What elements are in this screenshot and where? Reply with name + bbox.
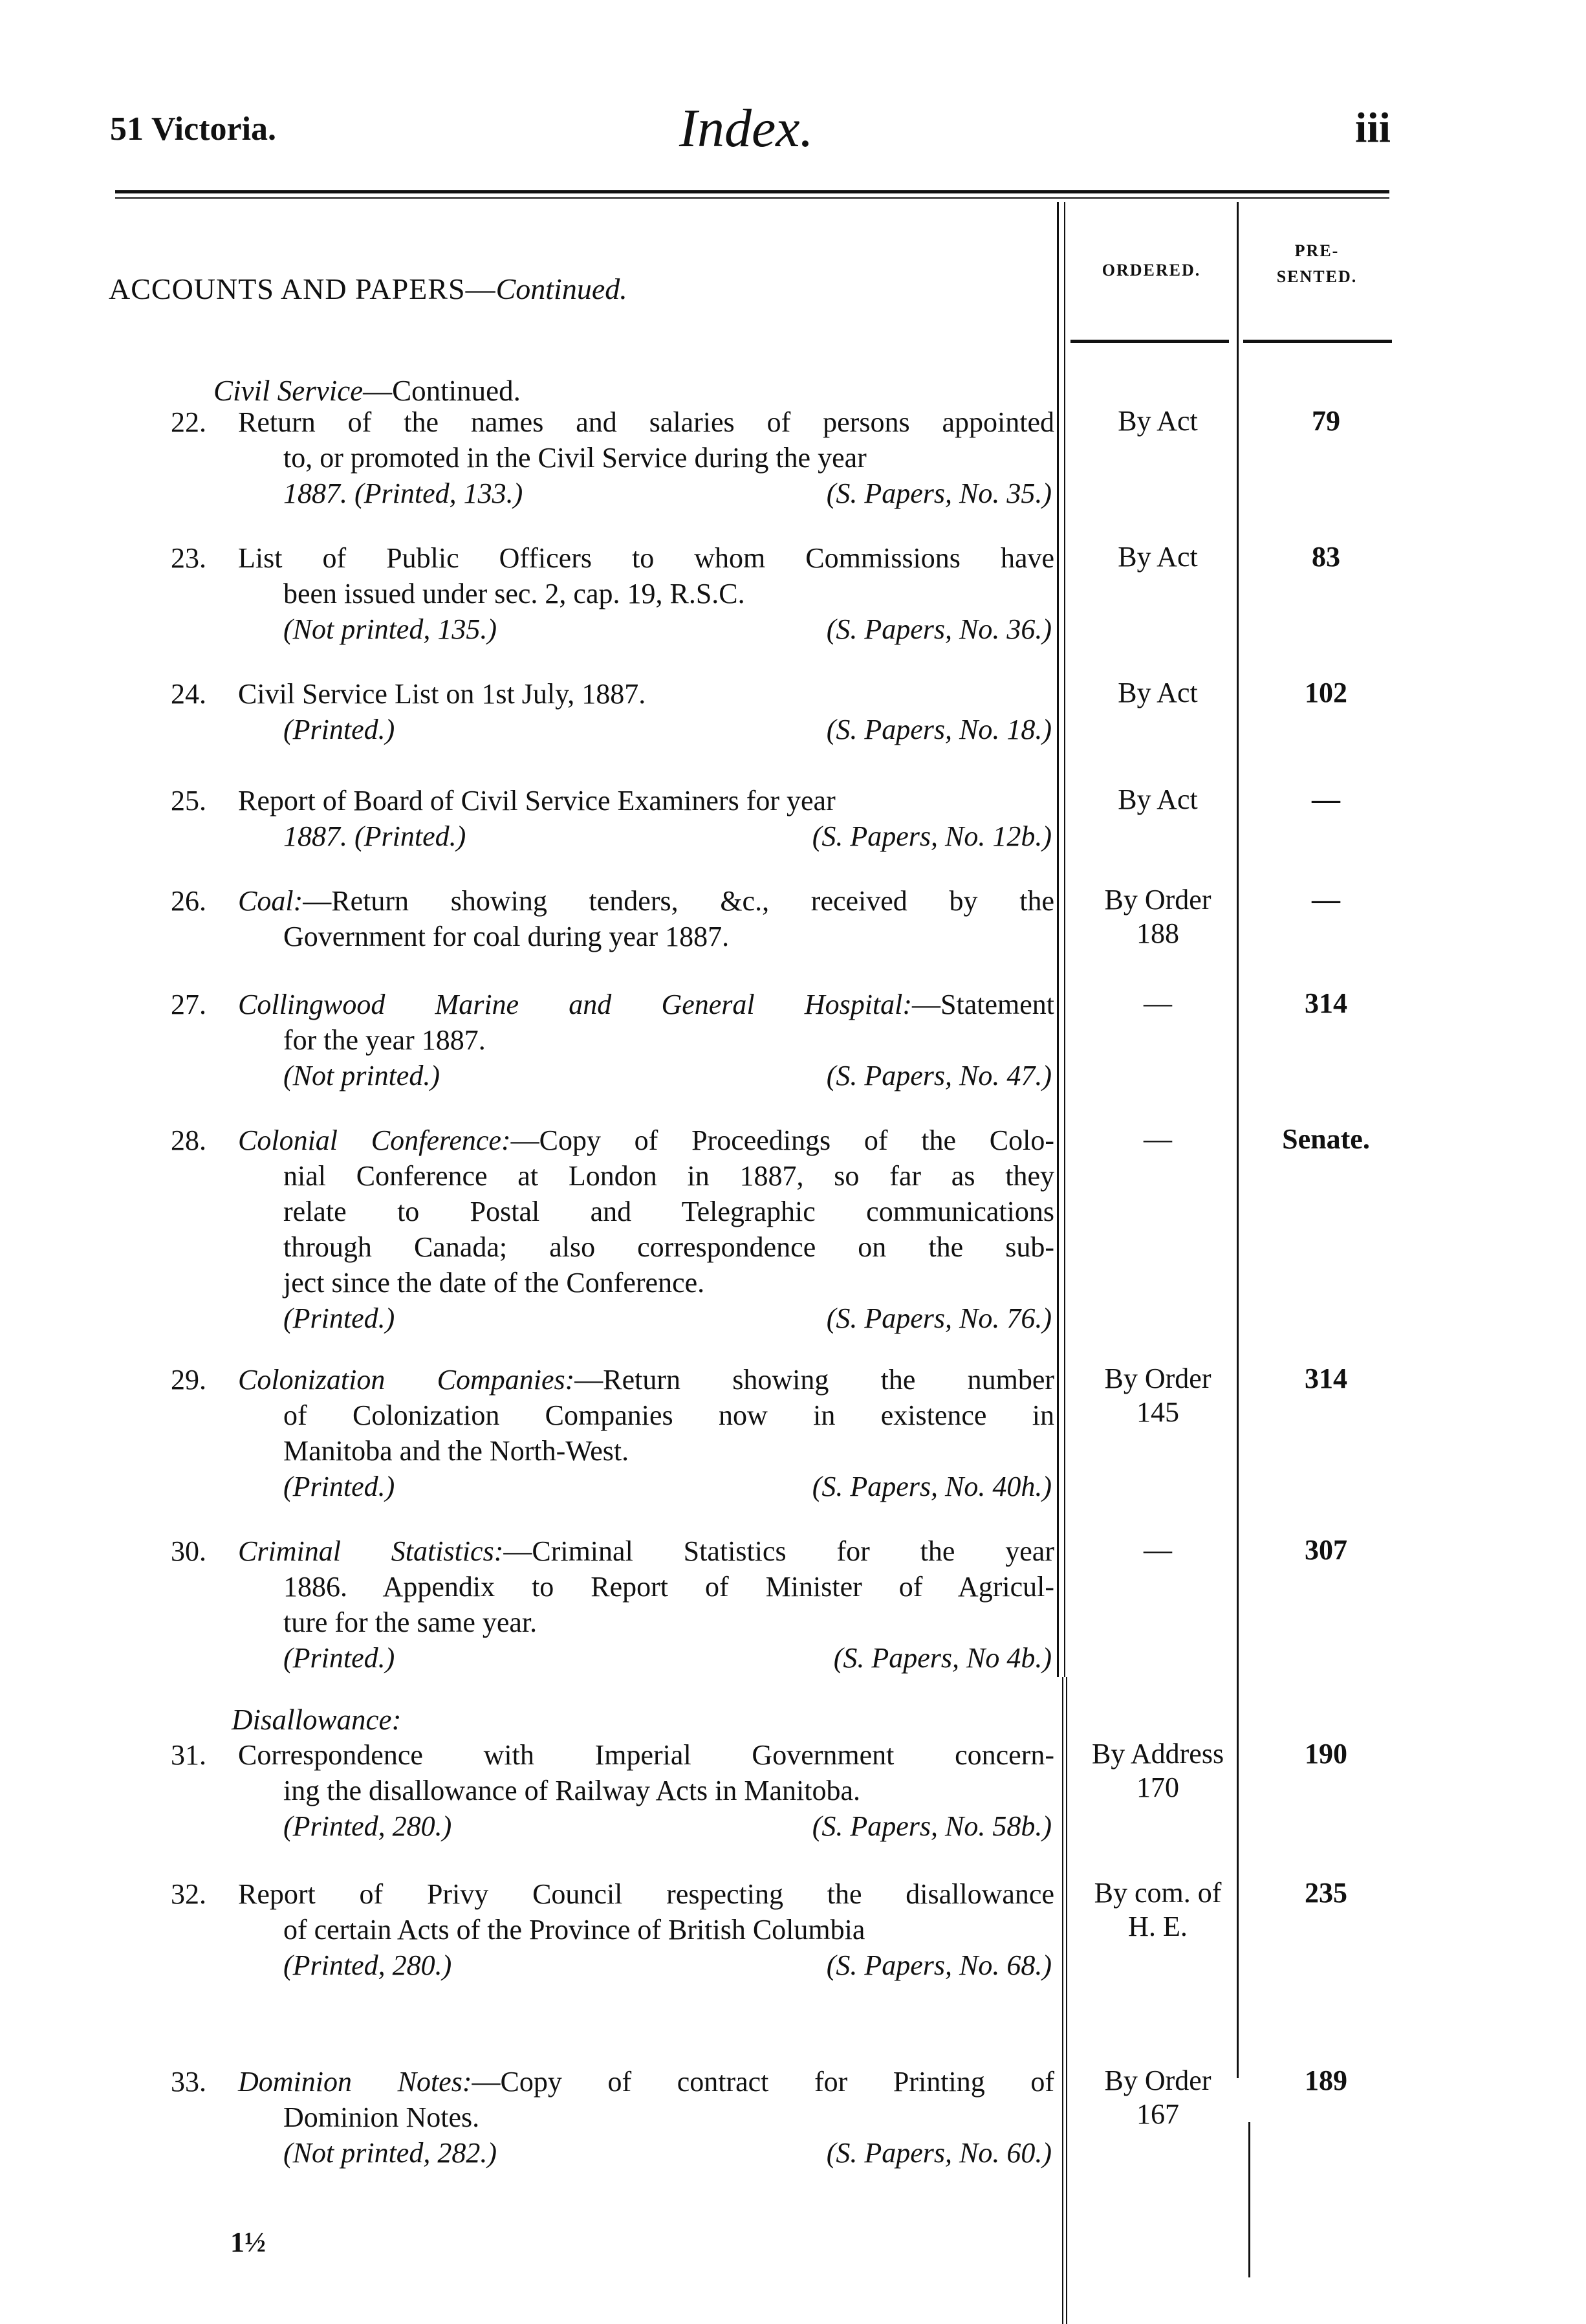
signature-mark: 1½	[230, 2226, 266, 2258]
entry-text-line: relate to Postal and Telegraphic communications	[283, 1196, 1054, 1227]
entry-printed-note: (Printed, 280.)	[283, 1949, 452, 1981]
entry-text-line: to, or promoted in the Civil Service during the year	[283, 442, 867, 474]
entry-presented: 189	[1305, 2065, 1347, 2096]
header-rule-thin	[115, 197, 1389, 199]
entry-text-line: Government for coal during year 1887.	[283, 921, 730, 952]
entry-ordered	[1061, 540, 1255, 574]
entry-presented: 83	[1312, 541, 1340, 573]
entry-number: 29.	[171, 1364, 206, 1396]
entry-number: 28.	[171, 1124, 206, 1156]
entry-sessional-paper: (S. Papers, No. 18.)	[826, 714, 1052, 745]
entry-ordered-line: —	[1144, 1123, 1172, 1155]
index-entry	[171, 1362, 1054, 1504]
entry-reference	[181, 1469, 1054, 1504]
index-entry	[171, 783, 1054, 854]
column-head-ordered	[1070, 258, 1232, 283]
header-title: Index.	[679, 98, 814, 159]
header-page-number: iii	[1354, 104, 1391, 151]
entry-ordered-line: By Order	[1104, 1363, 1211, 1394]
entry-printed-note: 1887. (Printed.)	[283, 820, 466, 852]
entry-text-line: Criminal Statistics:—Criminal Statistics for the year	[238, 1535, 1054, 1567]
entry-text-line: been issued under sec. 2, cap. 19, R.S.C.	[283, 578, 745, 609]
entry-ordered-line: By Act	[1118, 405, 1198, 437]
entry-number: 33.	[171, 2066, 206, 2098]
entry-text-line: List of Public Officers to whom Commissions have	[238, 542, 1054, 574]
entry-ordered	[1061, 676, 1255, 710]
entry-presented: 190	[1305, 1738, 1347, 1770]
index-entry	[171, 1123, 1054, 1336]
entry-sessional-paper: (S. Papers, No. 40h.)	[812, 1471, 1052, 1502]
entry-ordered	[1061, 2064, 1255, 2131]
entry-sessional-paper: (S. Papers, No. 12b.)	[812, 820, 1052, 852]
entry-printed-note: (Printed.)	[283, 714, 395, 745]
entry-ordered	[1061, 987, 1255, 1020]
entry-text-line: Civil Service List on 1st July, 1887.	[238, 678, 646, 710]
entry-reference	[181, 2135, 1054, 2171]
section-title-continued: Continued.	[495, 272, 627, 305]
entry-reference	[181, 712, 1054, 747]
subhead-disallowance-text: Disallowance:	[232, 1704, 402, 1736]
entry-printed-note: (Printed.)	[283, 1302, 395, 1334]
entry-text-line: Colonial Conference:—Copy of Proceedings of the Colo-	[238, 1124, 1054, 1156]
entry-text-line: 1886. Appendix to Report of Minister of Agricul-	[283, 1571, 1054, 1603]
entry-reference	[181, 611, 1054, 647]
entry-ordered-line: —	[1144, 1534, 1172, 1566]
ordered-head-rule	[1070, 340, 1229, 343]
entry-sessional-paper: (S. Papers, No. 47.)	[826, 1060, 1052, 1091]
index-entry	[171, 987, 1054, 1093]
entry-presented: 314	[1305, 1363, 1347, 1394]
entry-presented: Senate.	[1282, 1123, 1370, 1155]
column-head-presented-line2: SENTED.	[1276, 267, 1358, 286]
entry-sessional-paper: (S. Papers, No. 58b.)	[812, 1810, 1052, 1842]
entry-printed-note: (Not printed, 135.)	[283, 613, 497, 645]
entry-number: 22.	[171, 406, 206, 438]
entry-ordered-line: 145	[1136, 1396, 1179, 1428]
entry-number: 26.	[171, 885, 206, 917]
entry-text-line: Manitoba and the North-West.	[283, 1435, 629, 1467]
entry-sessional-paper: (S. Papers, No. 60.)	[826, 2137, 1052, 2169]
column-divider-left	[1057, 202, 1059, 1677]
subhead-civil-service	[213, 374, 521, 408]
entry-text-line: Dominion Notes.	[283, 2101, 480, 2133]
entry-text-line: of certain Acts of the Province of British Columbia	[283, 1914, 865, 1946]
presented-head-rule	[1243, 340, 1392, 343]
subhead-disallowance	[232, 1703, 401, 1737]
entry-presented: 314	[1305, 987, 1347, 1019]
entry-text-line: Collingwood Marine and General Hospital:—Statement	[238, 989, 1054, 1020]
header-session: 51 Victoria.	[110, 111, 277, 148]
subhead-civil-service-continued: —Continued.	[363, 375, 521, 407]
entry-reference	[181, 1808, 1054, 1844]
entry-ordered	[1061, 883, 1255, 950]
entry-sessional-paper: (S. Papers, No. 35.)	[826, 477, 1052, 509]
entry-number: 30.	[171, 1535, 206, 1567]
index-entry	[171, 676, 1054, 747]
entry-text-line: through Canada; also correspondence on the sub-	[283, 1231, 1054, 1263]
entry-ordered	[1061, 404, 1255, 438]
header-rule-thick	[115, 190, 1389, 193]
column-divider-right-lower	[1248, 2122, 1250, 2277]
entry-number: 24.	[171, 678, 206, 710]
entry-printed-note: (Not printed, 282.)	[283, 2137, 497, 2169]
entry-printed-note: (Printed.)	[283, 1642, 395, 1674]
entry-text-line: Coal:—Return showing tenders, &c., received by the	[238, 885, 1054, 917]
entry-printed-note: (Printed, 280.)	[283, 1810, 452, 1842]
entry-reference	[181, 1947, 1054, 1983]
entry-ordered-line: 167	[1136, 2098, 1179, 2130]
index-entry	[171, 1533, 1054, 1676]
entry-sessional-paper: (S. Papers, No 4b.)	[833, 1642, 1052, 1674]
entry-ordered-line: By com. of	[1094, 1877, 1222, 1909]
entry-number: 23.	[171, 542, 206, 574]
entry-text-line: Dominion Notes:—Copy of contract for Printing of	[238, 2066, 1054, 2098]
entry-sessional-paper: (S. Papers, No. 68.)	[826, 1949, 1052, 1981]
entry-printed-note: 1887. (Printed, 133.)	[283, 477, 523, 509]
entry-text-line: Colonization Companies:—Return showing the number	[238, 1364, 1054, 1396]
entry-text-line: Report of Privy Council respecting the disallowance	[238, 1878, 1054, 1910]
entry-ordered-line: H. E.	[1128, 1911, 1188, 1942]
entry-text-line: of Colonization Companies now in existence in	[283, 1399, 1054, 1431]
entry-ordered-line: —	[1144, 987, 1172, 1019]
entry-number: 31.	[171, 1739, 206, 1771]
entry-ordered	[1061, 1533, 1255, 1567]
entry-ordered-line: 188	[1136, 917, 1179, 949]
entry-text-line: Correspondence with Imperial Government concern-	[238, 1739, 1054, 1771]
entry-text-line: ject since the date of the Conference.	[283, 1267, 705, 1299]
section-title-text: ACCOUNTS AND PAPERS—	[109, 272, 496, 305]
entry-presented: —	[1312, 884, 1340, 915]
index-entry	[171, 404, 1054, 511]
column-head-ordered-text: ORDERED.	[1102, 261, 1201, 280]
index-entry	[171, 1876, 1054, 1983]
entry-text-line: Return of the names and salaries of persons appointed	[238, 406, 1054, 438]
index-entry	[171, 540, 1054, 647]
section-title	[109, 272, 627, 306]
entry-text-line: for the year 1887.	[283, 1024, 486, 1056]
entry-ordered-line: By Order	[1104, 2065, 1211, 2096]
entry-ordered-line: By Act	[1118, 784, 1198, 815]
running-head	[110, 97, 1391, 168]
entry-ordered-line: By Address	[1091, 1738, 1224, 1770]
index-entry	[171, 1737, 1054, 1844]
entry-reference	[181, 818, 1054, 854]
column-head-presented	[1242, 238, 1392, 290]
entry-presented: 79	[1312, 405, 1340, 437]
entry-reference	[181, 1640, 1054, 1676]
entry-text-line: ture for the same year.	[283, 1606, 538, 1638]
entry-ordered-line: By Order	[1104, 884, 1211, 915]
entry-text-line: nial Conference at London in 1887, so far as they	[283, 1160, 1054, 1192]
entry-sessional-paper: (S. Papers, No. 76.)	[826, 1302, 1052, 1334]
index-entry	[171, 2064, 1054, 2171]
entry-ordered-line: By Act	[1118, 677, 1198, 708]
column-head-presented-line1: PRE-	[1294, 241, 1340, 260]
entry-ordered	[1061, 1123, 1255, 1156]
entry-ordered	[1061, 783, 1255, 817]
entry-number: 27.	[171, 989, 206, 1020]
entry-reference	[181, 1300, 1054, 1336]
entry-ordered	[1061, 1362, 1255, 1429]
entry-text-line: Report of Board of Civil Service Examiners for year	[238, 785, 836, 817]
entry-ordered-line: By Act	[1118, 541, 1198, 573]
entry-presented: —	[1312, 784, 1340, 815]
entry-presented: 307	[1305, 1534, 1347, 1566]
subhead-civil-service-text: Civil Service	[213, 375, 364, 407]
entry-number: 25.	[171, 785, 206, 817]
entry-printed-note: (Not printed.)	[283, 1060, 440, 1091]
entry-text-line: ing the disallowance of Railway Acts in Manitoba.	[283, 1775, 861, 1806]
entry-printed-note: (Printed.)	[283, 1471, 395, 1502]
index-entry	[171, 883, 1054, 954]
entry-number: 32.	[171, 1878, 206, 1910]
entry-presented: 235	[1305, 1877, 1347, 1909]
entry-reference	[181, 1058, 1054, 1093]
entry-sessional-paper: (S. Papers, No. 36.)	[826, 613, 1052, 645]
entry-ordered	[1061, 1876, 1255, 1944]
entry-ordered	[1061, 1737, 1255, 1804]
entry-reference	[181, 476, 1054, 511]
entry-presented: 102	[1305, 677, 1347, 708]
entry-ordered-line: 170	[1136, 1771, 1179, 1803]
